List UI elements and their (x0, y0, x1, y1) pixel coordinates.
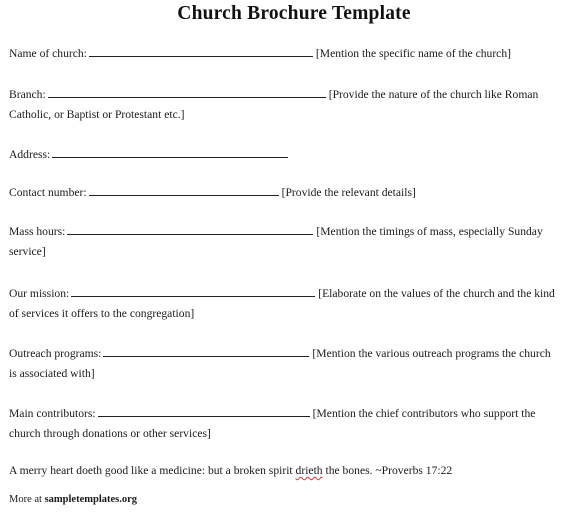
field-hint-continued: of services it offers to the congregation] (9, 307, 195, 320)
fill-in-line[interactable] (89, 46, 313, 57)
fill-in-line[interactable] (52, 147, 288, 158)
field-label: Our mission: (9, 287, 70, 300)
field-hint: [Mention the timings of mass, especially Sunday (316, 225, 543, 238)
field-hint: [Provide the relevant details] (281, 186, 416, 199)
field-name-of-church (9, 44, 579, 64)
field-hint: [Mention the specific name of the church] (315, 47, 511, 60)
field-mass-hours (9, 222, 579, 262)
footer-credit (9, 494, 137, 505)
footer-site-link[interactable]: sampletemplates.org (44, 494, 138, 505)
fill-in-line[interactable] (71, 286, 315, 297)
fill-in-line[interactable] (103, 346, 309, 357)
field-our-mission (9, 284, 579, 324)
field-label: Contact number: (9, 186, 87, 199)
field-hint-continued: church through donations or other services] (9, 427, 211, 440)
field-branch (9, 85, 579, 125)
field-label: Branch: (9, 88, 46, 101)
field-hint: [Mention the various outreach programs the church (312, 347, 551, 360)
field-main-contributors (9, 404, 579, 444)
field-label: Name of church: (9, 47, 87, 60)
fill-in-line[interactable] (67, 224, 313, 235)
field-hint: [Mention the chief contributors who support the (312, 407, 536, 420)
field-label: Address: (9, 148, 51, 161)
field-address (9, 145, 579, 165)
field-label: Mass hours: (9, 225, 66, 238)
quote-text-before: A merry heart doeth good like a medicine: but a broken spirit (9, 464, 296, 477)
field-label: Outreach programs: (9, 347, 102, 360)
field-hint: [Provide the nature of the church like Roman (328, 88, 539, 101)
field-hint-continued: is associated with] (9, 367, 95, 380)
field-hint: [Elaborate on the values of the church and the kind (318, 287, 555, 300)
bible-quote (9, 464, 452, 477)
fill-in-line[interactable] (89, 185, 279, 196)
page-title: Church Brochure Template (177, 3, 411, 24)
field-hint-continued: Catholic, or Baptist or Protestant etc.] (9, 108, 185, 121)
fill-in-line[interactable] (48, 87, 326, 98)
quote-text-after: the bones. ~Proverbs 17:22 (322, 464, 453, 477)
field-outreach-programs (9, 344, 579, 384)
field-label: Main contributors: (9, 407, 96, 420)
footer-prefix: More at (9, 494, 45, 505)
field-contact-number (9, 183, 579, 203)
quote-spellcheck-word: drieth (295, 464, 323, 477)
fill-in-line[interactable] (98, 406, 310, 417)
field-hint-continued: service] (9, 245, 46, 258)
